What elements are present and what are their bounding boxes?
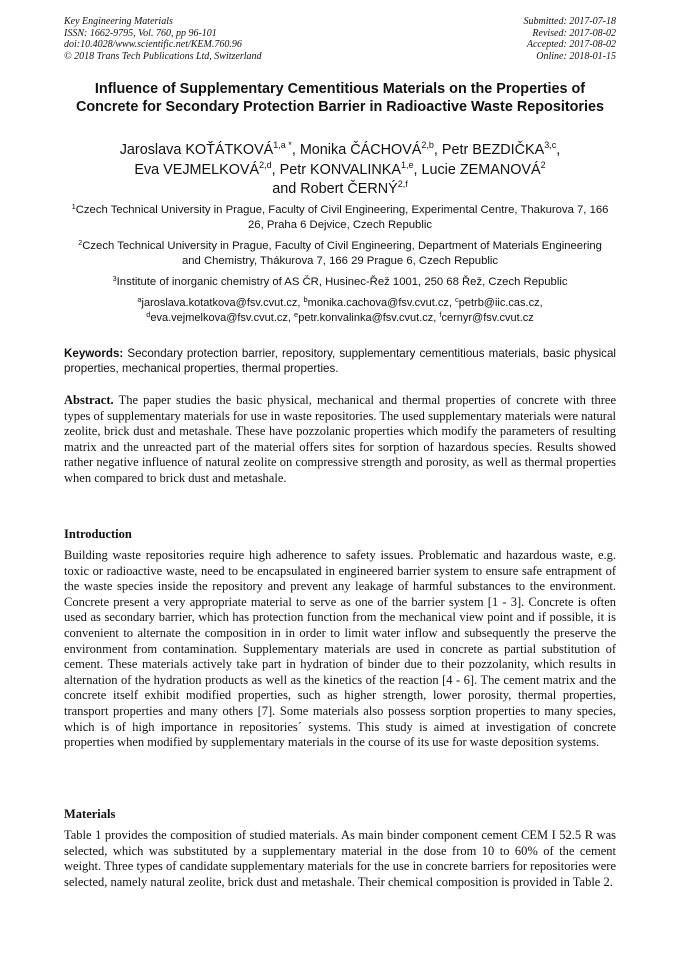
email-address[interactable]: eva.vejmelkova@fsv.cvut.cz — [150, 312, 288, 325]
author-separator: and — [272, 181, 301, 198]
paper-title: Influence of Supplementary Cementitious Materials on the Properties of Concrete for Secondary Protection Barrier in Radioactive Waste Repositories — [75, 81, 605, 115]
author-name: Eva VEJMELKOVÁ — [134, 161, 260, 178]
author-name: Lucie ZEMANOVÁ — [421, 161, 541, 178]
affiliation-number: 1 — [71, 202, 76, 211]
author-affiliation-mark: 3,c — [544, 140, 557, 150]
author-affiliation-mark: 1,e — [400, 159, 414, 170]
journal-name: Key Engineering Materials — [64, 16, 173, 27]
author-affiliation-mark: 2,f — [397, 179, 408, 190]
journal-info — [64, 16, 262, 62]
publication-dates — [524, 16, 617, 62]
author-name: Monika ČÁCHOVÁ — [299, 142, 422, 158]
author-name: Robert ČERNÝ — [300, 181, 398, 198]
author-list — [64, 141, 616, 200]
introduction-heading: Introduction — [64, 527, 132, 541]
author-name: Jaroslava KOŤÁTKOVÁ — [119, 142, 274, 158]
author-separator: , — [413, 161, 422, 178]
email-label: e — [294, 310, 299, 320]
author-affiliation-mark: 2,d — [259, 159, 272, 170]
abstract-paragraph — [64, 393, 616, 487]
author-separator: , — [556, 142, 561, 158]
date-accepted: Accepted: 2017-08-02 — [526, 39, 616, 51]
materials-paragraph: Table 1 provides the composition of studied materials. As main binder component cement CEM I 52.5 R was selected, which was substituted by a supplementary material in the dose from 10 to 60% of the cement weight. Three types of candidate supplementary materials for the use in concrete barriers for repositories were selected, namely natural zeolite, brick dust and metashale. Their chemical composition is provided in Table 2. — [64, 828, 616, 889]
keywords-text: Secondary protection barrier, repository, supplementary cementitious materials, basic physical properties, mechanical properties, thermal properties. — [64, 347, 616, 376]
email-label: d — [146, 310, 151, 320]
author-separator: , — [271, 161, 280, 178]
author-affiliation-mark: 1,a * — [273, 140, 292, 150]
author-affiliation-mark: 2,b — [421, 140, 434, 150]
author-name: Petr BEZDIČKA — [441, 142, 545, 158]
affiliation-2 — [70, 239, 610, 270]
affiliation-1 — [70, 203, 610, 234]
author-affiliation-mark: 2 — [540, 159, 546, 170]
keywords-paragraph — [64, 346, 616, 377]
abstract-text: The paper studies the basic physical, mechanical and thermal properties of concrete with three types of supplementary materials for use in waste repositories. The used supplementary materials were natural zeolite, brick dust and metashale. These have pozzolanic properties which modify the parameters of resulting matrix and the unreacted part of the material offers sites for sorption of hazardous species. Results showed rather negative influence of natural zeolite on compressive strength and porosity, as well as thermal properties when compared to brick dust and metashale. — [64, 393, 617, 485]
email-label: a — [137, 295, 142, 304]
date-revised: Revised: 2017-08-02 — [532, 27, 616, 39]
affiliation-text: Institute of inorganic chemistry of AS ČR, Husinec-Řež 1001, 250 68 Řež, Czech Republic — [116, 276, 568, 288]
date-online: Online: 2018-01-15 — [536, 50, 616, 62]
email-address[interactable]: petr.konvalinka@fsv.cvut.cz — [298, 312, 434, 325]
author-separator: , — [291, 142, 300, 158]
email-label: c — [454, 295, 459, 304]
email-address[interactable]: petrb@iic.cas.cz — [458, 297, 540, 309]
email-list: $^a$jaroslava.kotatkova@fsv.cvut.cz, $^b$monika.cachova@fsv.cvut.cz, $^c$petrb@iic.cas.cz, $^d$eva.vejmelkova@fsv.cvut.cz, $^e$petr.konvalinka@fsv.cvut.cz, $^f$cernyr@fsv.cvut.cz — [137, 295, 543, 325]
journal-doi: doi:10.4028/www.scientific.net/KEM.760.96 — [64, 39, 242, 51]
author-separator: , — [433, 142, 442, 158]
email-label: b — [303, 295, 308, 304]
email-address[interactable]: jaroslava.kotatkova@fsv.cvut.cz — [141, 297, 298, 309]
introduction-paragraph: Building waste repositories require high adherence to safety issues. Problematic and hazardous waste, e.g. toxic or radioactive waste, need to be encapsulated in engineered barrier system to ensure safe entrapment of the waste species inside the repository and prevent any leakage of harmful substances to the environment. Concrete present a very appropriate material to serve as one of the barrier system [1 - 3]. Concrete is often used as secondary barrier, which has protection function from the mechanical view point and if possible, it is convenient to alternate the composition in in order to limit water inflow and subsequently the preserve the environment from contamination. Supplementary materials are used in concrete as partial substitution of cement. These materials actively take part in hydration of binder due to their pozzolanity, which results in alternation of the hydration products as well as the kinetics of the reaction [4 - 6]. The cement matrix and the concrete itself exhibit modified properties, such as higher strength, lower porosity, thermal properties, transport properties and many others [7]. Some materials also possess sorption properties to many species, which is of high importance in repositories´ systems. This study is aimed at investigation of concrete properties when modified by supplementary materials in the course of its use for waste deposition systems. — [64, 548, 616, 750]
journal-copyright: © 2018 Trans Tech Publications Ltd, Switzerland — [64, 50, 262, 62]
materials-heading: Materials — [64, 807, 116, 821]
affiliation-text: Czech Technical University in Prague, Faculty of Civil Engineering, Experimental Centre, Thakurova 7, 166 26, Praha 6 Dejvice, Czech Republic — [75, 204, 609, 232]
keywords-label: Keywords: — [64, 347, 124, 360]
date-submitted: Submitted: 2017-07-18 — [523, 16, 616, 27]
author-name: Petr KONVALINKA — [279, 161, 401, 178]
journal-issn: ISSN: 1662-9795, Vol. 760, pp 96-101 — [64, 27, 217, 39]
affiliation-3 — [70, 275, 610, 290]
affiliation-text: Czech Technical University in Prague, Faculty of Civil Engineering, Department of Materials Engineering and Chemistry, Thákurova 7, 166 29 Prague 6, Czech Republic — [82, 240, 602, 268]
abstract-label: Abstract. — [64, 393, 114, 407]
email-label: f — [439, 310, 442, 320]
affiliation-number: 3 — [112, 274, 117, 283]
affiliation-number: 2 — [78, 238, 83, 247]
email-address[interactable]: monika.cachova@fsv.cvut.cz — [307, 297, 449, 309]
email-address[interactable]: cernyr@fsv.cvut.cz — [441, 312, 534, 325]
